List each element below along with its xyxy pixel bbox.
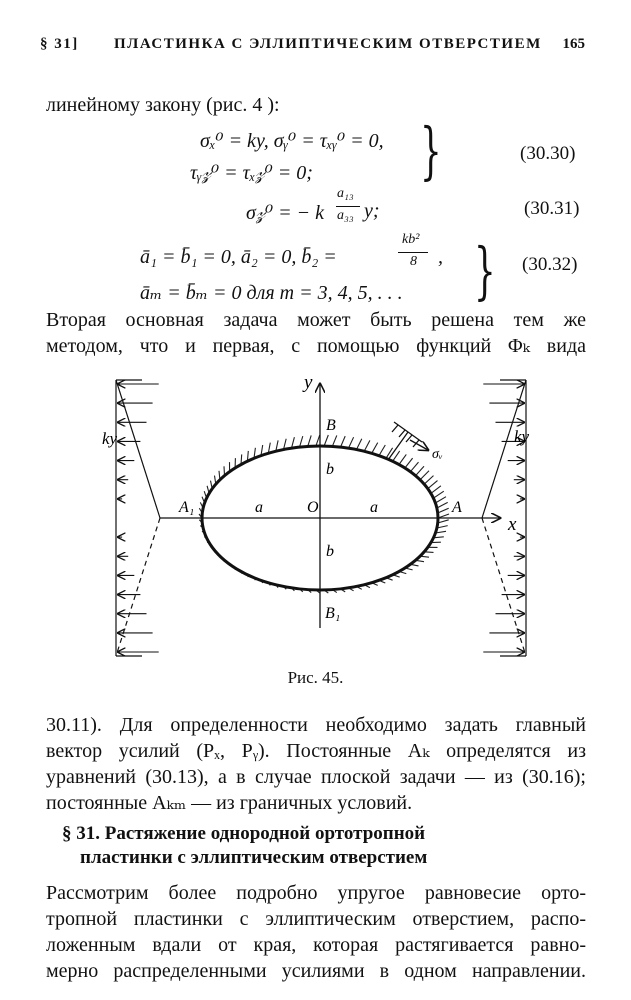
equation-30-31-rhs: y; (364, 200, 380, 222)
hatch-stroke (424, 476, 433, 485)
paragraph-1-line-1: Вторая основная задача может быть решена тем же (46, 309, 586, 331)
equation-30-32-line2: āₘ = b̄ₘ = 0 для m = 3, 4, 5, . . . (140, 282, 403, 304)
label-semi-axis-a-left: a (255, 499, 263, 516)
hatch-stroke (405, 458, 413, 468)
label-semi-axis-a-right: a (370, 499, 378, 516)
fraction-bar-30-32 (398, 252, 428, 253)
hatch-stroke (372, 443, 378, 454)
label-load-left: ky (102, 429, 118, 448)
figure-caption: Рис. 45. (287, 668, 344, 687)
equation-30-30-number: (30.30) (520, 143, 576, 164)
intro-line: линейному закону (рис. 4 ): (46, 94, 280, 116)
hatch-stroke (416, 466, 425, 475)
normal-stress-indicator (388, 422, 428, 460)
hatch-stroke (316, 435, 320, 446)
label-point-a1: A₁ (179, 499, 195, 516)
equation-30-32-numerator: kb² (402, 232, 420, 247)
label-y-axis: y (304, 372, 313, 393)
left-load-arrows (118, 384, 159, 652)
hatch-stroke (399, 454, 406, 464)
paragraph-3-line-2: тропной пластинки с эллиптическим отверстием, распо- (46, 908, 586, 930)
section-heading-line-2: пластинки с эллиптическим отверстием (80, 847, 428, 868)
running-head-title: ПЛАСТИНКА С ЭЛЛИПТИЧЕСКИМ ОТВЕРСТИЕМ (114, 36, 542, 52)
paragraph-3-line-4: мерно распределенными усилиями в одном направлении. (46, 960, 586, 982)
equation-30-30-line1: σₓ⁰ = ky, σᵧ⁰ = τₓᵧ⁰ = 0, (200, 130, 384, 152)
label-point-b1: B₁ (325, 605, 341, 622)
brace-30-30: } (420, 114, 442, 187)
paragraph-2-line-1: 30.11). Для определенности необходимо задать главный (46, 714, 586, 736)
hatch-stroke (379, 445, 385, 456)
equation-30-31-lhs: σ𝓏⁰ = − k (246, 202, 325, 224)
hatch-stroke (357, 439, 362, 450)
hatch-stroke (349, 437, 354, 448)
hatch-stroke (433, 491, 443, 498)
fraction-bar-30-31 (336, 206, 360, 207)
hatch-stroke (428, 481, 438, 489)
paragraph-2-line-2: вектор усилий (Pₓ, Pᵧ). Постоянные Aₖ определятся из (46, 740, 586, 762)
section-heading-line-1: § 31. Растяжение однородной ортотропной (62, 823, 426, 844)
brace-30-32: } (474, 234, 496, 307)
paragraph-3-line-3: ложенным вдали от края, которая растягивается равно- (46, 934, 586, 956)
equation-30-31-number: (30.31) (524, 198, 580, 219)
hatch-stroke (324, 435, 328, 446)
hatch-stroke (420, 471, 429, 480)
label-normal-stress: σᵥ (432, 447, 443, 462)
label-x-axis: x (508, 514, 517, 535)
page-number: 165 (562, 36, 585, 52)
label-load-right: ky (514, 427, 530, 446)
equation-30-32-denominator: 8 (410, 254, 417, 269)
equation-30-32-line1: ā₁ = b̄₁ = 0, ā₂ = 0, b̄₂ = (140, 246, 337, 268)
label-semi-axis-b-bottom: b (326, 543, 334, 560)
hatch-stroke (341, 436, 346, 447)
label-point-a: A (452, 499, 462, 516)
figure-45-diagram (0, 360, 631, 660)
equation-30-32-line1-end: , (438, 246, 443, 268)
label-origin: O (307, 499, 319, 516)
running-head-section: § 31] (40, 36, 79, 52)
paragraph-1-line-2: методом, что и первая, с помощью функций Φₖ вида (46, 335, 586, 357)
left-load-diagram (116, 380, 160, 656)
hatch-stroke (438, 508, 449, 513)
hatch-stroke (332, 435, 337, 446)
equation-30-31-numerator: a₁₃ (337, 186, 354, 201)
paragraph-3-line-1: Рассмотрим более подробно упругое равновесие орто- (46, 882, 586, 904)
equation-30-31-denominator: a₃₃ (337, 208, 354, 223)
hatch-stroke (386, 448, 393, 459)
hatch-stroke (431, 486, 441, 494)
label-point-b: B (326, 417, 336, 434)
paragraph-2-line-3: уравнений (30.13), а в случае плоской задачи — из (30.16); (46, 766, 586, 788)
hatch-stroke (437, 502, 448, 508)
hatch-stroke (410, 462, 418, 472)
paragraph-2-line-4: постоянные Aₖₘ — из граничных условий. (46, 792, 413, 814)
hatch-stroke (435, 497, 446, 503)
hatch-stroke (364, 440, 370, 451)
label-semi-axis-b-top: b (326, 461, 334, 478)
equation-30-30-line2: τᵧ𝓏⁰ = τₓ𝓏⁰ = 0; (190, 162, 313, 184)
equation-30-32-number: (30.32) (522, 254, 578, 275)
